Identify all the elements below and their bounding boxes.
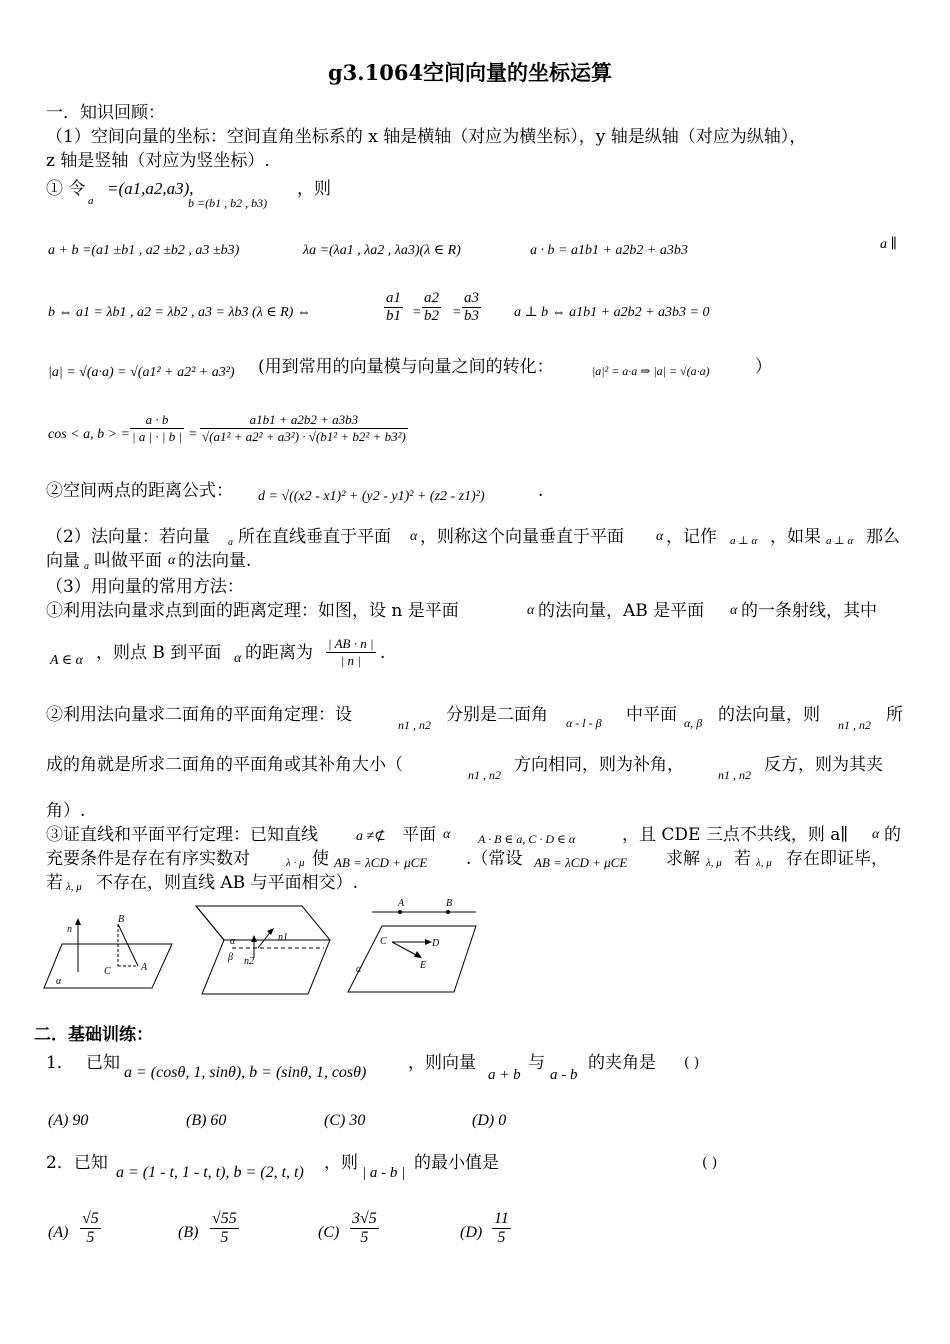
method2-line2-c: 反方，则为其夹 — [764, 755, 883, 775]
method2-line2-a: 成的角就是所求二面角的平面角或其补角大小（ — [46, 755, 403, 775]
q2-answer-blank: ( ) — [702, 1155, 718, 1171]
q2-option-b-label: (B) — [178, 1224, 199, 1241]
q1-option-c: (C) 30 — [324, 1112, 366, 1129]
q2-option-a-value: $\frac{√5}{5}$ — [82, 1210, 99, 1246]
method3-line1-b: 平面 — [402, 825, 436, 845]
q1-option-a: (A) 90 — [48, 1112, 89, 1129]
normal-line1-f: 那么 — [866, 527, 900, 547]
q2-min-is: 的最小值是 — [414, 1153, 499, 1173]
fig2-label-beta: β — [228, 952, 233, 963]
method2-line1-b: 分别是二面角 — [446, 705, 548, 725]
figure-point-plane-distance — [40, 910, 180, 992]
method1-distance-frac: $\frac{| AB \cdot n |}{| n |}$ — [328, 636, 374, 668]
then-label: ，则 — [297, 179, 331, 199]
method2-line2-b: 方向相同，则为补角， — [514, 755, 684, 775]
page-title: g3.1064空间向量的坐标运算 — [328, 60, 613, 85]
vector-a-coords: =(a1,a2,a3), — [107, 179, 194, 198]
method3-lm: λ · μ — [286, 857, 305, 869]
normal-line2-b: 叫做平面 — [94, 551, 162, 571]
modulus-note: (用到常用的向量模与向量之间的转化： — [258, 357, 554, 377]
method2-line1-c: 中平面 — [626, 705, 677, 725]
method1-line1-b: 的法向量，AB 是平面 — [538, 601, 705, 621]
method1-a-in-alpha: A ∈ α — [50, 653, 84, 668]
method2-line1-d: 的法向量，则 — [718, 705, 820, 725]
method1-line2-b: ，则点 B 到平面 — [96, 643, 222, 663]
method2-ab: α, β — [684, 716, 703, 730]
methods-heading: （3）用向量的常用方法： — [46, 577, 244, 597]
normal-sym-alpha2: α — [656, 529, 664, 544]
normal-line2-alpha: α — [168, 553, 176, 568]
method1-line1-c: 的一条射线，其中 — [741, 601, 877, 621]
method3-line2-c: .（常设 — [466, 849, 523, 869]
method2-n12-b: n1 , n2 — [838, 718, 871, 732]
q1-number: 1． — [46, 1053, 74, 1073]
method3-line1-c: ，且 CDE 三点不共线，则 a∥ — [622, 825, 849, 845]
q2-option-b-value: $\frac{√55}{5}$ — [212, 1210, 237, 1246]
normal-line2-a: 向量 — [46, 551, 80, 571]
method2-angle: α - l - β — [566, 716, 602, 730]
q1-angle-is: 的夹角是 — [588, 1053, 656, 1073]
figure-line-plane-parallel — [342, 896, 482, 998]
method1-line2-c: 的距离为 — [245, 643, 313, 663]
normal-line1-b: 所在直线垂直于平面 — [238, 527, 391, 547]
section2-heading: 二．基础训练： — [34, 1025, 153, 1045]
fig2-label-n1: n1 — [278, 932, 288, 943]
ratio-eq-2: = — [452, 305, 462, 320]
cos-eq: = — [188, 427, 198, 442]
coord-paragraph-line2: z 轴是竖轴（对应为竖坐标）. — [46, 151, 270, 171]
fig1-label-alpha: α — [56, 976, 62, 987]
distance-label: ②空间两点的距离公式： — [46, 481, 233, 501]
cos-frac-coords: $\frac{a1b1 + a2b2 + a3b3}{\text{√(a1² + a2² + a3²) · √(b1² + b2² + b3²)}}$ — [202, 412, 406, 444]
q1-formula: a = (cosθ, 1, sinθ), b = (sinθ, 1, cosθ) — [124, 1064, 367, 1081]
normal-line1-e: ，如果 — [770, 527, 821, 547]
method2-line1-e: 所 — [886, 705, 903, 725]
fig2-label-n2: n2 — [244, 956, 254, 967]
formula-scalar-mult: λa =(λa1 , λa2 , λa3)(λ ∈ R) — [303, 243, 461, 258]
fig3-label-alpha: α — [356, 964, 362, 975]
method3-line2-e: 若 — [734, 849, 751, 869]
cos-lhs: cos < a, b > = — [48, 427, 131, 442]
method3-alpha2: α — [872, 827, 880, 842]
q1-option-d: (D) 0 — [472, 1112, 507, 1129]
method3-cond2: A · B ∈ a, C · D ∈ α — [478, 832, 576, 846]
method3-line2-f: 存在即证毕， — [786, 849, 888, 869]
formula-vector-sum: a + b =(a1 ±b1 , a2 ±b2 , a3 ±b3) — [48, 243, 240, 258]
fig3-label-c: C — [380, 936, 387, 947]
formula-parallel: b ⇔ a1 = λb1 , a2 = λb2 , a3 = λb3 (λ ∈ R) ⇔ — [48, 305, 311, 320]
method2-n12-a: n1 , n2 — [398, 718, 431, 732]
formula-parallel-start: a ∥ — [880, 237, 897, 252]
method1-alpha2: α — [730, 603, 738, 618]
fig1-label-a: A — [141, 962, 148, 973]
q2-option-d-label: (D) — [460, 1224, 483, 1241]
method3-line2-b: 使 — [312, 849, 329, 869]
distance-formula: d = √((x2 - x1)² + (y2 - y1)² + (z2 - z1)²) — [258, 489, 485, 504]
normal-line2-sym-a: a — [84, 561, 89, 572]
fig1-label-c: C — [104, 966, 111, 977]
method3-line3-a: 若 — [46, 873, 63, 893]
fig3-label-d: D — [432, 938, 440, 949]
ratio-2: $\frac{a2}{b2}$ — [424, 290, 439, 324]
normal-sym-a: a — [228, 537, 233, 548]
q1-a-minus-b: a - b — [550, 1067, 578, 1083]
normal-sym-perp2: a ⊥ α — [826, 535, 854, 547]
method3-eq2: AB = λCD + μCE — [534, 855, 628, 870]
q1-a-plus-b: a + b — [488, 1067, 521, 1083]
vector-a-symbol: a — [88, 195, 94, 207]
q2-option-a-label: (A) — [48, 1224, 69, 1241]
method3-cond1: a ≠⊄ — [356, 829, 386, 844]
method3-line2-d: 求解 — [666, 849, 700, 869]
coord-paragraph-line1: （1）空间向量的坐标：空间直角坐标系的 x 轴是横轴（对应为横坐标），y 轴是纵轴（对应为纵轴）， — [46, 127, 807, 147]
method3-line2-a: 充要条件是存在有序实数对 — [46, 849, 250, 869]
method1-alpha1: α — [527, 603, 535, 618]
method3-line3-b: 不存在，则直线 AB 与平面相交）. — [96, 873, 358, 893]
formula-modulus: |a| = √(a·a) = √(a1² + a2² + a3²) — [48, 365, 235, 380]
normal-line1-d: ，记作 — [666, 527, 717, 547]
fig3-label-a: A — [398, 898, 405, 909]
method2-n12-c: n1 , n2 — [468, 768, 501, 782]
q1-answer-blank: ( ) — [684, 1055, 700, 1071]
normal-sym-perp: a ⊥ α — [730, 535, 758, 547]
ratio-3: $\frac{a3}{b3}$ — [464, 290, 479, 324]
q2-intro: 2．已知 — [46, 1153, 108, 1173]
method3-line1-a: ③证直线和平面平行定理：已知直线 — [46, 825, 318, 845]
method3-eq: AB = λCD + μCE — [334, 855, 428, 870]
modulus-note-formula: |a|² = a·a ⇒ |a| = √(a·a) — [592, 364, 710, 378]
vector-b-coords: b =(b1 , b2 , b3) — [188, 196, 268, 210]
fig2-label-alpha: α — [230, 936, 236, 947]
q1-then: ，则向量 — [408, 1053, 476, 1073]
method3-lm4: λ, μ — [66, 881, 82, 893]
fig3-label-b: B — [446, 898, 453, 909]
cos-frac-vectors: $\frac{a \cdot b}{| a | \cdot | b |}$ — [132, 412, 183, 444]
q1-and: 与 — [528, 1053, 545, 1073]
q2-option-d-value: $\frac{11}{5}$ — [494, 1210, 509, 1246]
normal-line1-c: ，则称这个向量垂直于平面 — [420, 527, 624, 547]
method3-lm3: λ, μ — [756, 857, 772, 869]
method3-lm2: λ, μ — [706, 857, 722, 869]
method2-line1-a: ②利用法向量求二面角的平面角定理：设 — [46, 705, 352, 725]
method1-alpha3: α — [234, 651, 242, 666]
ratio-eq-1: = — [412, 305, 422, 320]
figure-dihedral-angle — [192, 902, 334, 998]
let-prefix: ① 令 — [46, 179, 86, 199]
q2-option-c-label: (C) — [318, 1224, 340, 1241]
q1-intro: 已知 — [86, 1053, 120, 1073]
method3-alpha1: α — [443, 827, 451, 842]
q1-option-b: (B) 60 — [186, 1112, 227, 1129]
normal-line1-a: （2）法向量：若向量 — [46, 527, 210, 547]
modulus-note-end: ） — [755, 357, 772, 377]
method3-line1-d: 的 — [884, 825, 901, 845]
ratio-1: $\frac{a1}{b1}$ — [386, 290, 401, 324]
method2-line3: 角）. — [46, 801, 86, 821]
q2-formula: a = (1 - t, 1 - t, t), b = (2, t, t) — [116, 1164, 304, 1181]
method2-n12-d: n1 , n2 — [718, 768, 751, 782]
method1-line1-a: ①利用法向量求点到面的距离定理：如图，设 n 是平面 — [46, 601, 459, 621]
normal-sym-alpha: α — [410, 529, 418, 544]
method1-end: . — [380, 643, 386, 663]
q2-abs: | a - b | — [362, 1165, 406, 1181]
q2-then: ，则 — [324, 1153, 358, 1173]
distance-end: . — [538, 481, 544, 501]
section1-heading: 一．知识回顾： — [46, 103, 165, 123]
formula-perpendicular: a ⊥ b ⇔ a1b1 + a2b2 + a3b3 = 0 — [514, 305, 710, 320]
fig3-label-e: E — [420, 960, 427, 971]
formula-dot-product: a · b = a1b1 + a2b2 + a3b3 — [530, 243, 688, 258]
fig1-label-n: n — [67, 924, 72, 935]
q2-option-c-value: $\frac{3√5}{5}$ — [352, 1210, 377, 1246]
fig1-label-b: B — [118, 914, 125, 925]
normal-line2-c: 的法向量. — [178, 551, 252, 571]
